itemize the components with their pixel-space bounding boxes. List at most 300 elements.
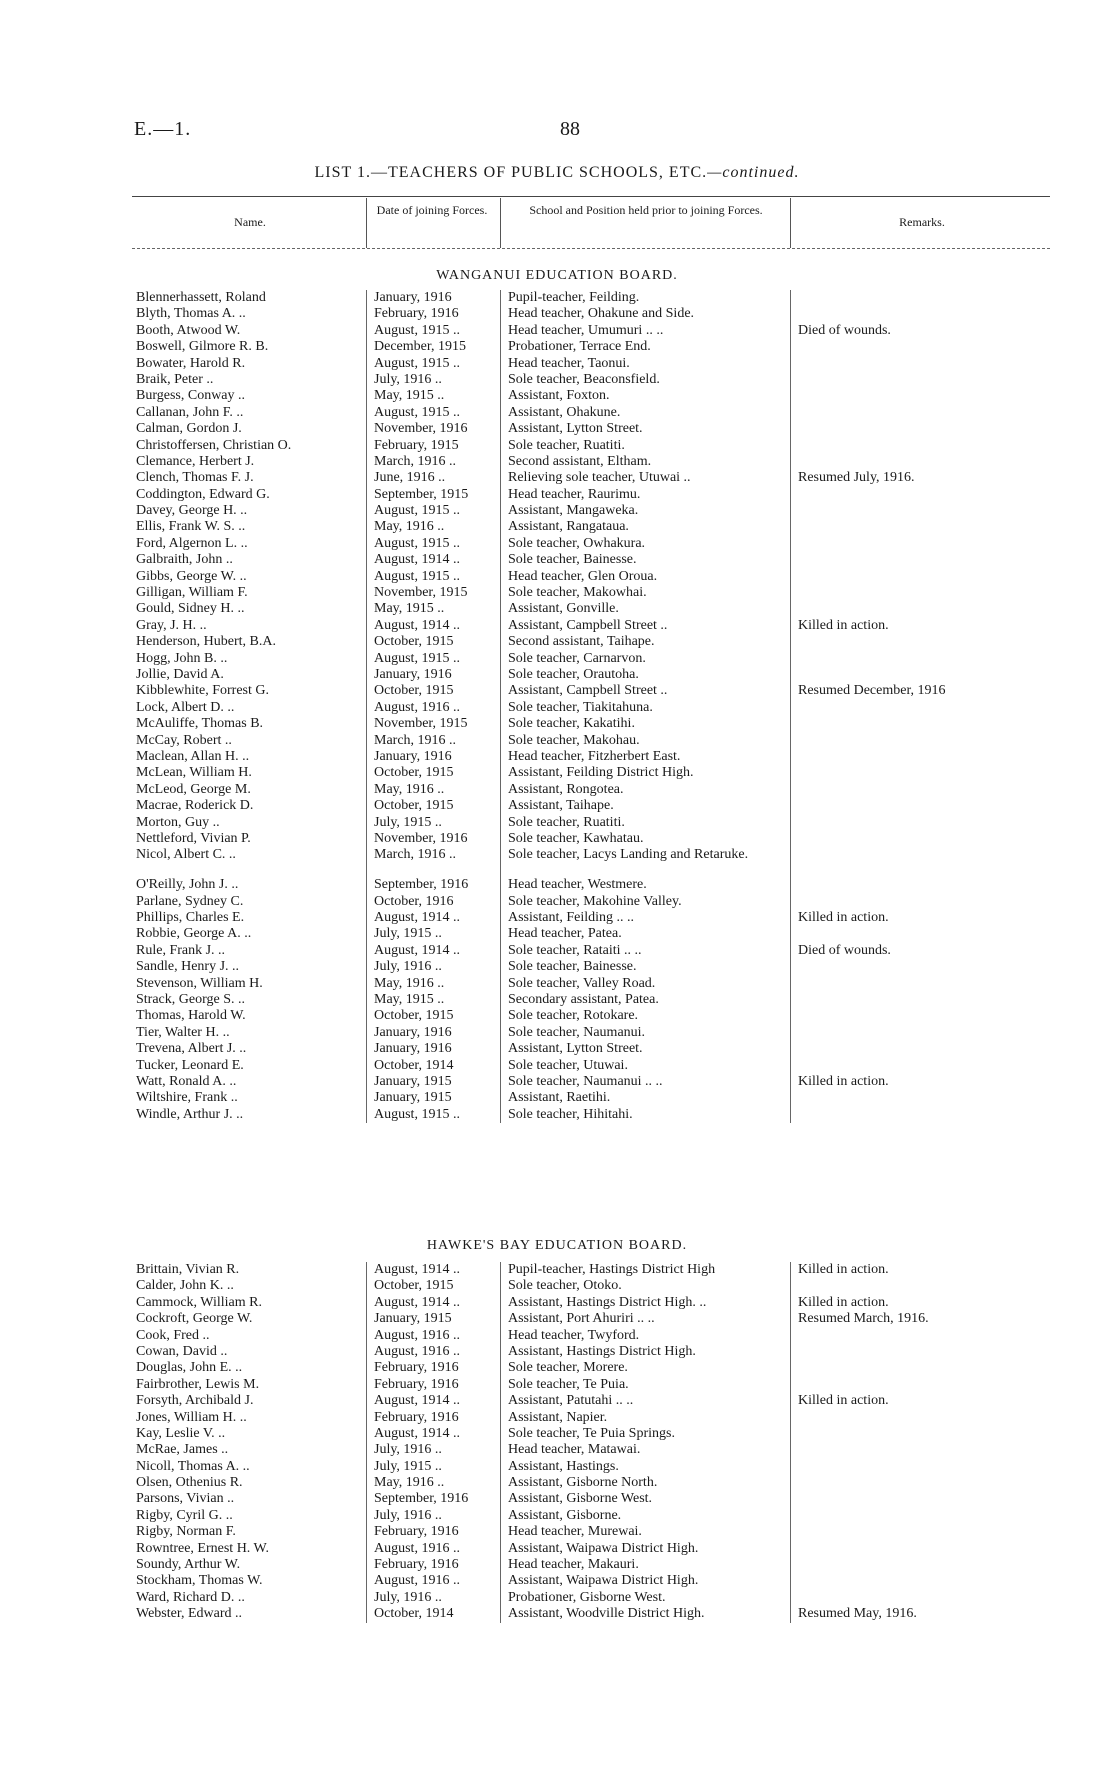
prior-school-position: Sole teacher, Kawhatau. xyxy=(508,830,644,846)
remarks: Died of wounds. xyxy=(798,322,891,338)
teacher-name: Jollie, David A. xyxy=(136,666,224,682)
prior-school-position: Secondary assistant, Patea. xyxy=(508,992,659,1008)
joining-date: August, 1916 .. xyxy=(374,1343,460,1359)
remarks: Resumed December, 1916 xyxy=(798,683,946,699)
prior-school-position: Assistant, Gonville. xyxy=(508,601,619,617)
prior-school-position: Sole teacher, Beaconsfield. xyxy=(508,371,660,387)
joining-date: January, 1916 xyxy=(374,1041,452,1057)
table-row xyxy=(0,1573,1114,1589)
prior-school-position: Sole teacher, Carnarvon. xyxy=(508,650,646,666)
joining-date: September, 1916 xyxy=(374,877,469,893)
teacher-name: Robbie, George A. .. xyxy=(136,926,252,942)
teacher-name: Olsen, Othenius R. xyxy=(136,1475,243,1491)
teacher-name: Rigby, Norman F. xyxy=(136,1524,236,1540)
prior-school-position: Assistant, Ohakune. xyxy=(508,404,621,420)
table-row xyxy=(0,1107,1114,1123)
table-row xyxy=(0,683,1114,699)
prior-school-position: Head teacher, Taonui. xyxy=(508,355,630,371)
joining-date: August, 1915 .. xyxy=(374,650,460,666)
teacher-name: Ward, Richard D. .. xyxy=(136,1589,245,1605)
teacher-name: Braik, Peter .. xyxy=(136,371,214,387)
teacher-name: Calman, Gordon J. xyxy=(136,421,242,437)
joining-date: May, 1916 .. xyxy=(374,975,445,991)
prior-school-position: Sole teacher, Rotokare. xyxy=(508,1008,639,1024)
table-row xyxy=(0,959,1114,975)
joining-date: October, 1915 xyxy=(374,765,454,781)
joining-date: February, 1916 xyxy=(374,1409,459,1425)
list-title-main: LIST 1.—TEACHERS OF PUBLIC SCHOOLS, ETC. xyxy=(314,164,708,181)
remarks: Killed in action. xyxy=(798,1073,889,1089)
table-row xyxy=(0,290,1114,306)
teacher-name: Thomas, Harold W. xyxy=(136,1008,246,1024)
teacher-name: Phillips, Charles E. xyxy=(136,910,245,926)
teacher-name: Rowntree, Ernest H. W. xyxy=(136,1540,269,1556)
table-row xyxy=(0,1025,1114,1041)
teacher-name: Kay, Leslie V. .. xyxy=(136,1425,226,1441)
prior-school-position: Second assistant, Taihape. xyxy=(508,634,655,650)
joining-date: January, 1915 xyxy=(374,1090,452,1106)
joining-date: February, 1916 xyxy=(374,306,459,322)
joining-date: October, 1915 xyxy=(374,1008,454,1024)
teacher-name: Blennerhassett, Roland xyxy=(136,290,266,305)
teacher-name: Clench, Thomas F. J. xyxy=(136,470,254,486)
joining-date: July, 1916 .. xyxy=(374,371,442,387)
teacher-name: Gould, Sidney H. .. xyxy=(136,601,245,617)
list-title-continued: —continued. xyxy=(707,164,800,181)
prior-school-position: Assistant, Gisborne West. xyxy=(508,1491,653,1507)
teacher-name: McCay, Robert .. xyxy=(136,732,232,748)
teacher-name: Windle, Arthur J. .. xyxy=(136,1106,244,1122)
teacher-name: Sandle, Henry J. .. xyxy=(136,959,240,975)
prior-school-position: Assistant, Lytton Street. xyxy=(508,421,643,437)
prior-school-position: Assistant, Campbell Street .. xyxy=(508,683,668,699)
teacher-name: Booth, Atwood W. xyxy=(136,322,241,338)
joining-date: October, 1915 xyxy=(374,1278,454,1294)
teacher-name: Christoffersen, Christian O. xyxy=(136,437,292,453)
teacher-name: Douglas, John E. .. xyxy=(136,1360,243,1376)
joining-date: May, 1915 .. xyxy=(374,388,445,404)
header-bottom-rule xyxy=(132,248,1050,249)
prior-school-position: Sole teacher, Hihitahi. xyxy=(508,1106,633,1122)
table-row xyxy=(0,306,1114,322)
prior-school-position: Second assistant, Eltham. xyxy=(508,453,652,469)
teacher-name: Gibbs, George W. .. xyxy=(136,568,247,584)
table-row xyxy=(0,1262,1114,1278)
prior-school-position: Assistant, Campbell Street .. xyxy=(508,617,668,633)
remarks: Killed in action. xyxy=(798,1262,889,1277)
prior-school-position: Assistant, Rangataua. xyxy=(508,519,629,535)
prior-school-position: Sole teacher, Naumanui .. .. xyxy=(508,1073,663,1089)
joining-date: September, 1915 xyxy=(374,486,469,502)
teacher-name: Boswell, Gilmore R. B. xyxy=(136,339,269,355)
joining-date: August, 1916 .. xyxy=(374,699,460,715)
remarks: Died of wounds. xyxy=(798,942,891,958)
table-row xyxy=(0,552,1114,568)
joining-date: August, 1916 .. xyxy=(374,1573,460,1589)
prior-school-position: Assistant, Feilding .. .. xyxy=(508,910,635,926)
teacher-name: Henderson, Hubert, B.A. xyxy=(136,634,276,650)
prior-school-position: Head teacher, Ohakune and Side. xyxy=(508,306,695,322)
table-row xyxy=(0,1459,1114,1475)
table-row xyxy=(0,323,1114,339)
joining-date: August, 1916 .. xyxy=(374,1327,460,1343)
table-row xyxy=(0,421,1114,437)
joining-date: January, 1916 xyxy=(374,290,452,305)
table-row xyxy=(0,667,1114,683)
joining-date: January, 1915 xyxy=(374,1073,452,1089)
table-row xyxy=(0,388,1114,404)
teacher-name: Morton, Guy .. xyxy=(136,814,220,830)
board-title-hawkes-bay: HAWKE'S BAY EDUCATION BOARD. xyxy=(426,1238,688,1253)
teacher-name: Rigby, Cyril G. .. xyxy=(136,1507,233,1523)
table-row xyxy=(0,716,1114,732)
prior-school-position: Head teacher, Matawai. xyxy=(508,1442,641,1458)
table-row xyxy=(0,356,1114,372)
teacher-name: McAuliffe, Thomas B. xyxy=(136,716,264,732)
prior-school-position: Assistant, Patutahi .. .. xyxy=(508,1393,634,1409)
prior-school-position: Assistant, Hastings District High. .. xyxy=(508,1294,707,1310)
teacher-name: Soundy, Arthur W. xyxy=(136,1557,241,1573)
table-row xyxy=(0,1606,1114,1622)
prior-school-position: Probationer, Gisborne West. xyxy=(508,1589,666,1605)
prior-school-position: Sole teacher, Te Puia. xyxy=(508,1376,629,1392)
joining-date: August, 1915 .. xyxy=(374,1106,460,1122)
joining-date: May, 1915 .. xyxy=(374,601,445,617)
table-row xyxy=(0,831,1114,847)
joining-date: February, 1916 xyxy=(374,1360,459,1376)
header-top-rule xyxy=(132,196,1050,197)
table-row xyxy=(0,1590,1114,1606)
teacher-name: Wiltshire, Frank .. xyxy=(136,1090,238,1106)
joining-date: February, 1916 xyxy=(374,1524,459,1540)
table-row xyxy=(0,847,1114,877)
prior-school-position: Assistant, Lytton Street. xyxy=(508,1041,643,1057)
prior-school-position: Sole teacher, Bainesse. xyxy=(508,552,637,568)
table-row xyxy=(0,815,1114,831)
prior-school-position: Assistant, Gisborne. xyxy=(508,1507,622,1523)
remarks: Killed in action. xyxy=(798,617,889,633)
header-divider xyxy=(500,198,501,248)
prior-school-position: Assistant, Feilding District High. xyxy=(508,765,694,781)
teacher-name: Maclean, Allan H. .. xyxy=(136,748,250,764)
teacher-name: Lock, Albert D. .. xyxy=(136,699,235,715)
table-row xyxy=(0,1311,1114,1327)
joining-date: October, 1915 xyxy=(374,798,454,814)
prior-school-position: Sole teacher, Valley Road. xyxy=(508,975,656,991)
joining-date: August, 1914 .. xyxy=(374,942,460,958)
joining-date: October, 1914 xyxy=(374,1057,454,1073)
joining-date: August, 1915 .. xyxy=(374,568,460,584)
prior-school-position: Head teacher, Umumuri .. .. xyxy=(508,322,664,338)
table-row xyxy=(0,405,1114,421)
teacher-name: Jones, William H. .. xyxy=(136,1409,247,1425)
list-title xyxy=(0,164,1114,182)
joining-date: August, 1914 .. xyxy=(374,1294,460,1310)
prior-school-position: Assistant, Waipawa District High. xyxy=(508,1573,699,1589)
page-number: 88 xyxy=(560,118,580,140)
teacher-name: Brittain, Vivian R. xyxy=(136,1262,240,1277)
joining-date: July, 1916 .. xyxy=(374,1589,442,1605)
teacher-name: Webster, Edward .. xyxy=(136,1606,242,1622)
teacher-name: Tier, Walter H. .. xyxy=(136,1024,230,1040)
table-row xyxy=(0,1008,1114,1024)
table-row xyxy=(0,943,1114,959)
joining-date: March, 1916 .. xyxy=(374,847,457,863)
remarks: Resumed July, 1916. xyxy=(798,470,915,486)
teacher-name: Forsyth, Archibald J. xyxy=(136,1393,254,1409)
joining-date: August, 1914 .. xyxy=(374,1425,460,1441)
prior-school-position: Head teacher, Westmere. xyxy=(508,877,647,893)
teacher-table-hawkes-bay xyxy=(0,1262,1114,1623)
table-row xyxy=(0,1557,1114,1573)
teacher-name: Stevenson, William H. xyxy=(136,975,263,991)
joining-date: March, 1916 .. xyxy=(374,732,457,748)
joining-date: November, 1916 xyxy=(374,421,468,437)
joining-date: May, 1916 .. xyxy=(374,519,445,535)
board-title-wanganui: WANGANUI EDUCATION BOARD. xyxy=(436,268,678,283)
teacher-name: Ellis, Frank W. S. .. xyxy=(136,519,246,535)
prior-school-position: Sole teacher, Naumanui. xyxy=(508,1024,646,1040)
prior-school-position: Sole teacher, Utuwai. xyxy=(508,1057,628,1073)
joining-date: May, 1916 .. xyxy=(374,781,445,797)
prior-school-position: Sole teacher, Owhakura. xyxy=(508,535,646,551)
table-row xyxy=(0,1344,1114,1360)
teacher-name: Ford, Algernon L. .. xyxy=(136,535,248,551)
table-row xyxy=(0,1475,1114,1491)
joining-date: July, 1916 .. xyxy=(374,1442,442,1458)
prior-school-position: Assistant, Mangaweka. xyxy=(508,503,639,519)
prior-school-position: Assistant, Taihape. xyxy=(508,798,614,814)
prior-school-position: Sole teacher, Otoko. xyxy=(508,1278,622,1294)
prior-school-position: Pupil-teacher, Hastings District High xyxy=(508,1262,716,1277)
teacher-name: Tucker, Leonard E. xyxy=(136,1057,244,1073)
prior-school-position: Head teacher, Makauri. xyxy=(508,1557,639,1573)
table-row xyxy=(0,1360,1114,1376)
column-header-name: Name. xyxy=(234,215,266,229)
table-row xyxy=(0,487,1114,503)
teacher-name: Hogg, John B. .. xyxy=(136,650,228,666)
prior-school-position: Assistant, Raetihi. xyxy=(508,1090,611,1106)
header-divider xyxy=(366,198,367,248)
joining-date: August, 1915 .. xyxy=(374,322,460,338)
prior-school-position: Assistant, Napier. xyxy=(508,1409,608,1425)
teacher-name: Coddington, Edward G. xyxy=(136,486,270,502)
column-header-school: School and Position held prior to joining Forces. xyxy=(529,203,763,217)
header-divider xyxy=(790,198,791,248)
prior-school-position: Sole teacher, Lacys Landing and Retaruke. xyxy=(508,847,749,863)
prior-school-position: Sole teacher, Tiakitahuna. xyxy=(508,699,653,715)
table-row xyxy=(0,1426,1114,1442)
joining-date: May, 1916 .. xyxy=(374,1475,445,1491)
joining-date: November, 1916 xyxy=(374,830,468,846)
table-row xyxy=(0,634,1114,650)
joining-date: August, 1916 .. xyxy=(374,1540,460,1556)
teacher-name: Nicol, Albert C. .. xyxy=(136,847,236,863)
prior-school-position: Head teacher, Raurimu. xyxy=(508,486,641,502)
table-row xyxy=(0,782,1114,798)
prior-school-position: Sole teacher, Morere. xyxy=(508,1360,628,1376)
teacher-name: Burgess, Conway .. xyxy=(136,388,246,404)
page-identifier: E.—1. xyxy=(134,118,192,140)
joining-date: August, 1914 .. xyxy=(374,1262,460,1277)
teacher-name: Fairbrother, Lewis M. xyxy=(136,1376,260,1392)
remarks: Resumed May, 1916. xyxy=(798,1606,917,1622)
prior-school-position: Assistant, Rongotea. xyxy=(508,781,624,797)
joining-date: July, 1915 .. xyxy=(374,926,442,942)
table-row xyxy=(0,894,1114,910)
table-row xyxy=(0,1058,1114,1074)
teacher-name: Cammock, William R. xyxy=(136,1294,262,1310)
joining-date: January, 1916 xyxy=(374,666,452,682)
joining-date: August, 1914 .. xyxy=(374,1393,460,1409)
teacher-name: Stockham, Thomas W. xyxy=(136,1573,263,1589)
joining-date: August, 1914 .. xyxy=(374,552,460,568)
teacher-table-wanganui xyxy=(0,290,1114,1123)
teacher-name: Cook, Fred .. xyxy=(136,1327,210,1343)
table-row xyxy=(0,1074,1114,1090)
table-row xyxy=(0,733,1114,749)
prior-school-position: Sole teacher, Rataiti .. .. xyxy=(508,942,642,958)
prior-school-position: Head teacher, Murewai. xyxy=(508,1524,642,1540)
teacher-name: Bowater, Harold R. xyxy=(136,355,246,371)
teacher-name: McLean, William H. xyxy=(136,765,252,781)
joining-date: September, 1916 xyxy=(374,1491,469,1507)
prior-school-position: Assistant, Hastings. xyxy=(508,1458,619,1474)
table-row xyxy=(0,1377,1114,1393)
prior-school-position: Assistant, Waipawa District High. xyxy=(508,1540,699,1556)
teacher-name: Galbraith, John .. xyxy=(136,552,233,568)
joining-date: January, 1916 xyxy=(374,748,452,764)
remarks: Resumed March, 1916. xyxy=(798,1311,929,1327)
prior-school-position: Assistant, Hastings District High. xyxy=(508,1343,696,1359)
table-row xyxy=(0,438,1114,454)
joining-date: July, 1915 .. xyxy=(374,814,442,830)
remarks: Killed in action. xyxy=(798,1393,889,1409)
teacher-name: Strack, George S. .. xyxy=(136,992,245,1008)
remarks: Killed in action. xyxy=(798,910,889,926)
teacher-name: McLeod, George M. xyxy=(136,781,251,797)
joining-date: January, 1916 xyxy=(374,1024,452,1040)
prior-school-position: Sole teacher, Kakatihi. xyxy=(508,716,635,732)
table-row xyxy=(0,992,1114,1008)
teacher-name: Davey, George H. .. xyxy=(136,503,248,519)
teacher-name: Gray, J. H. .. xyxy=(136,617,207,633)
table-row xyxy=(0,1442,1114,1458)
joining-date: October, 1915 xyxy=(374,634,454,650)
table-row xyxy=(0,372,1114,388)
joining-date: August, 1915 .. xyxy=(374,535,460,551)
table-row xyxy=(0,519,1114,535)
teacher-name: Cowan, David .. xyxy=(136,1343,228,1359)
table-row xyxy=(0,651,1114,667)
table-row xyxy=(0,1041,1114,1057)
table-row xyxy=(0,765,1114,781)
table-row xyxy=(0,601,1114,617)
joining-date: February, 1916 xyxy=(374,1376,459,1392)
teacher-name: Calder, John K. .. xyxy=(136,1278,234,1294)
table-row xyxy=(0,798,1114,814)
joining-date: January, 1915 xyxy=(374,1311,452,1327)
table-row xyxy=(0,749,1114,765)
table-row xyxy=(0,700,1114,716)
prior-school-position: Sole teacher, Makohine Valley. xyxy=(508,893,682,909)
teacher-name: Trevena, Albert J. .. xyxy=(136,1041,247,1057)
teacher-name: Parsons, Vivian .. xyxy=(136,1491,235,1507)
teacher-name: McRae, James .. xyxy=(136,1442,229,1458)
table-row xyxy=(0,618,1114,634)
table-row xyxy=(0,1410,1114,1426)
table-row xyxy=(0,1090,1114,1106)
teacher-name: Nettleford, Vivian P. xyxy=(136,830,251,846)
teacher-name: Callanan, John F. .. xyxy=(136,404,244,420)
prior-school-position: Sole teacher, Makowhai. xyxy=(508,585,647,601)
joining-date: October, 1914 xyxy=(374,1606,454,1622)
joining-date: July, 1915 .. xyxy=(374,1458,442,1474)
prior-school-position: Sole teacher, Ruatiti. xyxy=(508,437,625,453)
joining-date: November, 1915 xyxy=(374,716,468,732)
table-row xyxy=(0,976,1114,992)
joining-date: December, 1915 xyxy=(374,339,466,355)
table-row xyxy=(0,585,1114,601)
table-row xyxy=(0,1541,1114,1557)
teacher-name: Cockroft, George W. xyxy=(136,1311,253,1327)
table-row xyxy=(0,1328,1114,1344)
joining-date: August, 1914 .. xyxy=(374,617,460,633)
teacher-name: Gilligan, William F. xyxy=(136,585,248,601)
teacher-name: Kibblewhite, Forrest G. xyxy=(136,683,269,699)
table-row xyxy=(0,536,1114,552)
teacher-name: O'Reilly, John J. .. xyxy=(136,877,239,893)
prior-school-position: Assistant, Woodville District High. xyxy=(508,1606,705,1622)
table-row xyxy=(0,454,1114,470)
joining-date: August, 1914 .. xyxy=(374,910,460,926)
table-row xyxy=(0,1524,1114,1540)
prior-school-position: Assistant, Gisborne North. xyxy=(508,1475,658,1491)
prior-school-position: Sole teacher, Bainesse. xyxy=(508,959,637,975)
prior-school-position: Head teacher, Glen Oroua. xyxy=(508,568,658,584)
table-row xyxy=(0,339,1114,355)
table-row xyxy=(0,1491,1114,1507)
teacher-name: Clemance, Herbert J. xyxy=(136,453,255,469)
table-row xyxy=(0,926,1114,942)
joining-date: November, 1915 xyxy=(374,585,468,601)
joining-date: August, 1915 .. xyxy=(374,503,460,519)
remarks: Killed in action. xyxy=(798,1294,889,1310)
joining-date: July, 1916 .. xyxy=(374,1507,442,1523)
prior-school-position: Pupil-teacher, Feilding. xyxy=(508,290,640,305)
joining-date: February, 1916 xyxy=(374,1557,459,1573)
table-row xyxy=(0,1295,1114,1311)
table-row xyxy=(0,910,1114,926)
joining-date: October, 1916 xyxy=(374,893,454,909)
prior-school-position: Sole teacher, Ruatiti. xyxy=(508,814,625,830)
joining-date: October, 1915 xyxy=(374,683,454,699)
joining-date: July, 1916 .. xyxy=(374,959,442,975)
teacher-name: Rule, Frank J. .. xyxy=(136,942,226,958)
prior-school-position: Assistant, Foxton. xyxy=(508,388,610,404)
table-row xyxy=(0,1508,1114,1524)
teacher-name: Watt, Ronald A. .. xyxy=(136,1073,237,1089)
joining-date: August, 1915 .. xyxy=(374,404,460,420)
table-row xyxy=(0,470,1114,486)
table-row xyxy=(0,503,1114,519)
table-row xyxy=(0,1278,1114,1294)
teacher-name: Parlane, Sydney C. xyxy=(136,893,244,909)
table-row xyxy=(0,877,1114,893)
prior-school-position: Sole teacher, Makohau. xyxy=(508,732,640,748)
prior-school-position: Assistant, Port Ahuriri .. .. xyxy=(508,1311,655,1327)
prior-school-position: Sole teacher, Te Puia Springs. xyxy=(508,1425,675,1441)
